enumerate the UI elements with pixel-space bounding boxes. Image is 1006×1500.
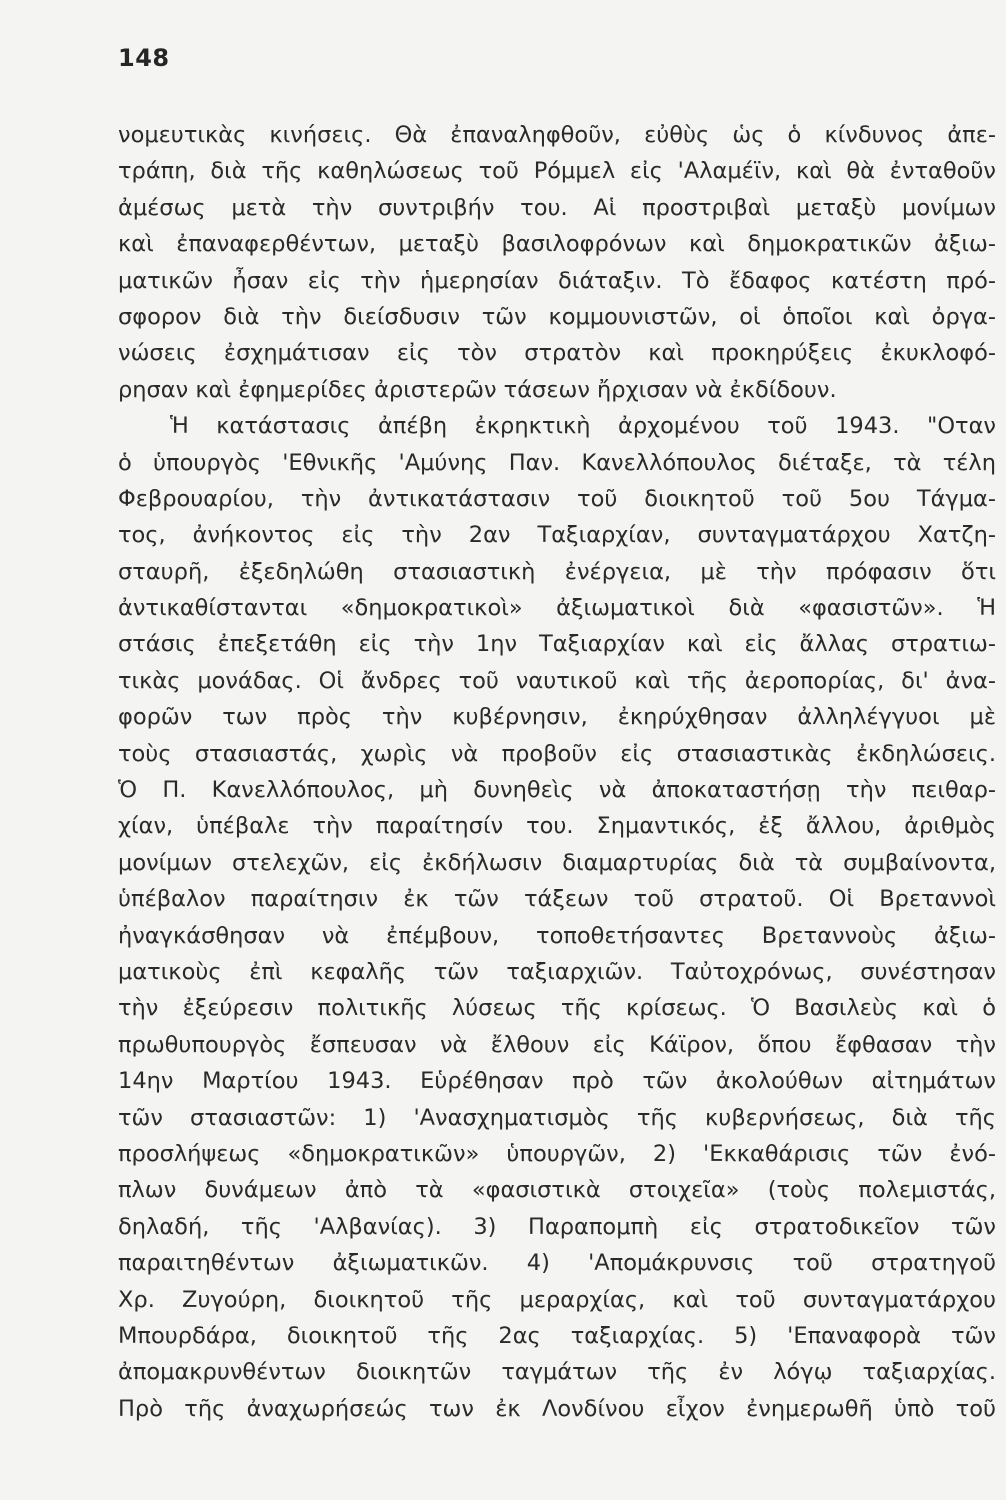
text-line: νομευτικὰς κινήσεις. Θὰ ἐπαναληφθοῦν, εὐθὺς ὡς ὁ κίνδυνος ἀπε- — [118, 122, 996, 148]
text-line: φορῶν των πρὸς τὴν κυβέρνησιν, ἐκηρύχθησαν ἀλληλέγγυοι μὲ — [118, 704, 996, 731]
text-line: παραιτηθέντων ἀξιωματικῶν. 4) 'Απομάκρυνσις τοῦ στρατηγοῦ — [118, 1250, 996, 1277]
body-text — [118, 117, 996, 1427]
text-line: Μπουρδάρα, διοικητοῦ τῆς 2ας ταξιαρχίας. 5) 'Επαναφορὰ τῶν — [118, 1322, 996, 1349]
text-line: στάσις ἐπεξετάθη εἰς τὴν 1ην Ταξιαρχίαν καὶ εἰς ἄλλας στρατιω- — [118, 631, 996, 658]
text-line: χίαν, ὑπέβαλε τὴν παραίτησίν του. Σημαντικός, ἐξ ἄλλου, ἀριθμὸς — [118, 813, 996, 840]
text-line: ἠναγκάσθησαν νὰ ἐπέμβουν, τοποθετήσαντες Βρεταννοὺς ἀξιω- — [118, 922, 996, 949]
text-line: σταυρῆ, ἐξεδηλώθη στασιαστικὴ ἐνέργεια, μὲ τὴν πρόφασιν ὅτι — [118, 558, 996, 585]
text-line: ὑπέβαλον παραίτησιν ἐκ τῶν τάξεων τοῦ στρατοῦ. Οἱ Βρεταννοὶ — [118, 886, 996, 913]
page-number: 148 — [118, 44, 170, 72]
text-line: πρωθυπουργὸς ἔσπευσαν νὰ ἔλθουν εἰς Κάϊρον, ὅπου ἔφθασαν τὴν — [118, 1031, 996, 1058]
text-line: καὶ ἐπαναφερθέντων, μεταξὺ βασιλοφρόνων καὶ δημοκρατικῶν ἀξιω- — [118, 231, 996, 258]
text-line: προσλήψεως «δημοκρατικῶν» ὑπουργῶν, 2) 'Εκκαθάρισις τῶν ἐνό- — [118, 1140, 996, 1167]
text-line: τικὰς μονάδας. Οἱ ἄνδρες τοῦ ναυτικοῦ καὶ τῆς ἀεροπορίας, δι' ἀνα- — [118, 667, 996, 694]
text-line: τος, ἀνήκοντος εἰς τὴν 2αν Ταξιαρχίαν, συνταγματάρχου Χατζη- — [118, 522, 996, 549]
text-line: Πρὸ τῆς ἀναχωρήσεώς των ἐκ Λονδίνου εἶχον ἐνημερωθῆ ὑπὸ τοῦ — [118, 1395, 996, 1422]
text-line: δηλαδή, τῆς 'Αλβανίας). 3) Παραπομπὴ εἰς στρατοδικεῖον τῶν — [118, 1213, 996, 1240]
text-line: τοὺς στασιαστάς, χωρὶς νὰ προβοῦν εἰς στασιαστικὰς ἐκδηλώσεις. — [118, 740, 996, 767]
text-line: ἀπομακρυνθέντων διοικητῶν ταγμάτων τῆς ἐν λόγῳ ταξιαρχίας. — [118, 1359, 996, 1386]
text-line: πλων δυνάμεων ἀπὸ τὰ «φασιστικὰ στοιχεῖα» (τοὺς πολεμιστάς, — [118, 1177, 996, 1204]
text-line: Χρ. Ζυγούρη, διοικητοῦ τῆς μεραρχίας, καὶ τοῦ συνταγματάρχου — [118, 1286, 996, 1313]
text-line: ἀμέσως μετὰ τὴν συντριβήν του. Αἱ προστριβαὶ μεταξὺ μονίμων — [118, 194, 996, 221]
text-line: ματικοὺς ἐπὶ κεφαλῆς τῶν ταξιαρχιῶν. Ταὐτοχρόνως, συνέστησαν — [118, 958, 996, 985]
text-line: 14ην Μαρτίου 1943. Εὑρέθησαν πρὸ τῶν ἀκολούθων αἰτημάτων — [118, 1068, 996, 1095]
text-line: ἀντικαθίστανται «δημοκρατικοὶ» ἀξιωματικοὶ διὰ «φασιστῶν». Ἡ — [118, 595, 996, 622]
text-line: τὴν ἐξεύρεσιν πολιτικῆς λύσεως τῆς κρίσεως. Ὁ Βασιλεὺς καὶ ὁ — [118, 995, 996, 1022]
text-line: Ἡ κατάστασις ἀπέβη ἐκρηκτικὴ ἀρχομένου τοῦ 1943. "Οταν — [170, 413, 996, 440]
text-line: ματικῶν ἦσαν εἰς τὴν ἡμερησίαν διάταξιν. Τὸ ἔδαφος κατέστη πρό- — [118, 267, 996, 294]
text-line: Ὁ Π. Κανελλόπουλος, μὴ δυνηθεὶς νὰ ἀποκαταστήσῃ τὴν πειθαρ- — [118, 777, 996, 804]
text-line: σφορον διὰ τὴν διείσδυσιν τῶν κομμουνιστῶν, οἱ ὁποῖοι καὶ ὀργα- — [118, 303, 996, 330]
text-line: νώσεις ἐσχημάτισαν εἰς τὸν στρατὸν καὶ προκηρύξεις ἐκυκλοφό- — [118, 340, 996, 367]
text-line: μονίμων στελεχῶν, εἰς ἐκδήλωσιν διαμαρτυρίας διὰ τὰ συμβαίνοντα, — [118, 849, 996, 876]
text-line: τῶν στασιαστῶν: 1) 'Ανασχηματισμὸς τῆς κυβερνήσεως, διὰ τῆς — [118, 1104, 996, 1131]
text-line: ὁ ὑπουργὸς 'Εθνικῆς 'Αμύνης Παν. Κανελλόπουλος διέταξε, τὰ τέλη — [118, 449, 996, 476]
text-line: Φεβρουαρίου, τὴν ἀντικατάστασιν τοῦ διοικητοῦ τοῦ 5ου Τάγμα- — [118, 485, 996, 512]
text-line: τράπη, διὰ τῆς καθηλώσεως τοῦ Ρόμμελ εἰς 'Αλαμέϊν, καὶ θὰ ἐνταθοῦν — [118, 158, 996, 185]
text-line: ρησαν καὶ ἐφημερίδες ἀριστερῶν τάσεων ἤρχισαν νὰ ἐκδίδουν. — [118, 376, 837, 403]
